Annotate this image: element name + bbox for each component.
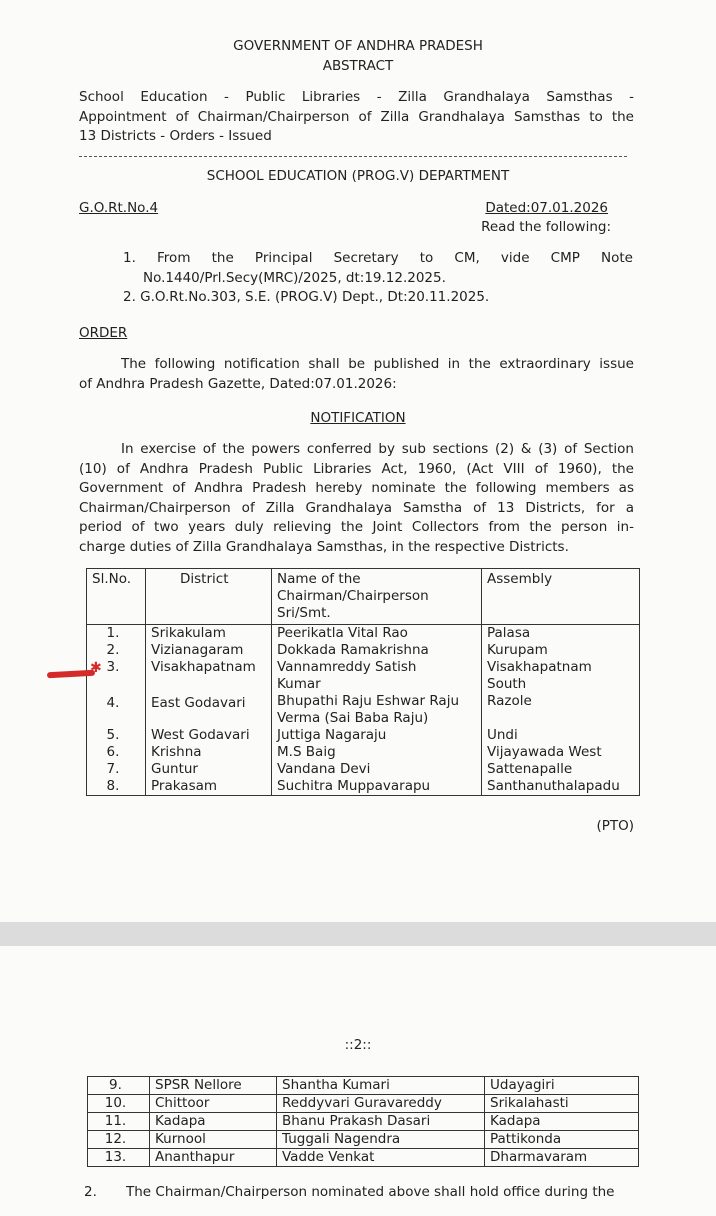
cell-district: Prakasam bbox=[146, 778, 272, 796]
table-row bbox=[87, 744, 640, 761]
table-row bbox=[88, 1149, 639, 1167]
cell-assembly: Dharmavaram bbox=[485, 1149, 639, 1167]
table-row bbox=[88, 1077, 639, 1095]
read-following: Read the following: bbox=[481, 219, 611, 235]
document-page-2 bbox=[0, 946, 716, 1216]
order-line: of Andhra Pradesh Gazette, Dated:07.01.2026: bbox=[79, 375, 397, 392]
notification-line: In exercise of the powers conferred by sub sections (2) & (3) of Section bbox=[121, 441, 634, 457]
cell-name: Suchitra Muppavarapu bbox=[272, 778, 482, 796]
table-row bbox=[88, 1131, 639, 1149]
cell-name-line: Bhupathi Raju Eshwar Raju bbox=[277, 693, 459, 709]
cell-district: Visakhapatnam bbox=[146, 659, 272, 693]
cell-district: Kurnool bbox=[150, 1131, 277, 1149]
subject-line: 13 Districts - Orders - Issued bbox=[79, 128, 272, 144]
nominee-table-continued bbox=[87, 1076, 639, 1167]
cell-slno: 10. bbox=[88, 1095, 150, 1113]
table-row bbox=[87, 625, 640, 643]
order-heading bbox=[79, 324, 127, 344]
cell-district: Kadapa bbox=[150, 1113, 277, 1131]
cell-assembly: Palasa bbox=[482, 625, 640, 643]
cell-district: West Godavari bbox=[146, 727, 272, 744]
cell-slno: 3. bbox=[87, 659, 146, 693]
table-row bbox=[87, 727, 640, 744]
department-heading: SCHOOL EDUCATION (PROG.V) DEPARTMENT bbox=[206, 168, 510, 184]
header-name bbox=[272, 569, 482, 625]
cell-slno: 1. bbox=[87, 625, 146, 643]
go-date bbox=[485, 199, 608, 219]
cell-slno: 4. bbox=[87, 693, 146, 727]
notification-heading bbox=[0, 409, 716, 429]
cell-assembly-line: Visakhapatnam bbox=[487, 659, 592, 675]
go-number-text: G.O.Rt.No.4 bbox=[79, 200, 159, 216]
cell-slno: 11. bbox=[88, 1113, 150, 1131]
cell-name-line: Kumar bbox=[277, 676, 321, 692]
cell-name: Juttiga Nagaraju bbox=[272, 727, 482, 744]
abstract-heading: ABSTRACT bbox=[322, 58, 394, 74]
cell-assembly: Kurupam bbox=[482, 642, 640, 659]
cell-slno: 9. bbox=[88, 1077, 150, 1095]
header-assembly: Assembly bbox=[482, 569, 640, 625]
cell-name-line: Verma (Sai Baba Raju) bbox=[277, 710, 429, 726]
cell-slno: 6. bbox=[87, 744, 146, 761]
cell-assembly: Srikalahasti bbox=[485, 1095, 639, 1113]
cell-district: SPSR Nellore bbox=[150, 1077, 277, 1095]
notification-line: period of two years duly relieving the Joint Collectors from the person in- bbox=[79, 519, 634, 535]
header-name-line: Chairman/Chairperson bbox=[277, 588, 429, 604]
page-number: ::2:: bbox=[344, 1037, 372, 1053]
table-header-row bbox=[87, 569, 640, 625]
notification-line: Chairman/Chairperson of Zilla Grandhalaya Samstha of 13 Districts, for a bbox=[79, 499, 634, 516]
cell-assembly: Sattenapalle bbox=[482, 761, 640, 778]
header-district: District bbox=[146, 569, 272, 625]
cell-assembly: Santhanuthalapadu bbox=[482, 778, 640, 796]
cell-name bbox=[272, 693, 482, 727]
go-number bbox=[79, 199, 158, 219]
cell-name: Reddyvari Guravareddy bbox=[277, 1095, 485, 1113]
separator-line bbox=[79, 156, 627, 157]
cell-assembly-line: South bbox=[487, 676, 527, 692]
header-slno: Sl.No. bbox=[87, 569, 146, 625]
table-row bbox=[88, 1095, 639, 1113]
red-star-mark: ✱ bbox=[90, 660, 102, 676]
cell-name: M.S Baig bbox=[272, 744, 482, 761]
cell-assembly: Razole bbox=[482, 693, 640, 727]
cell-name: Tuggali Nagendra bbox=[277, 1131, 485, 1149]
cell-name: Bhanu Prakash Dasari bbox=[277, 1113, 485, 1131]
notification-line: Government of Andhra Pradesh hereby nominate the following members as bbox=[79, 480, 634, 496]
notification-line: (10) of Andhra Pradesh Public Libraries Act, 1960, (Act VIII of 1960), the bbox=[79, 460, 634, 477]
cell-slno: 5. bbox=[87, 727, 146, 744]
cell-assembly: Vijayawada West bbox=[482, 744, 640, 761]
nominee-table bbox=[86, 568, 640, 796]
table-row bbox=[87, 778, 640, 796]
cell-name: Shantha Kumari bbox=[277, 1077, 485, 1095]
subject-block bbox=[79, 88, 634, 147]
cell-name: Peerikatla Vital Rao bbox=[272, 625, 482, 643]
paragraph-2-text: The Chairman/Chairperson nominated above shall hold office during the bbox=[126, 1184, 615, 1200]
table-row bbox=[87, 693, 640, 727]
reference-item-2: 2. G.O.Rt.No.303, S.E. (PROG.V) Dept., Dt:20.11.2025. bbox=[123, 289, 490, 305]
cell-assembly: Undi bbox=[482, 727, 640, 744]
reference-item-1-line1: 1. From the Principal Secretary to CM, vide CMP Note bbox=[123, 250, 633, 266]
header-name-line: Sri/Smt. bbox=[277, 605, 331, 621]
cell-district: Guntur bbox=[146, 761, 272, 778]
go-date-text: Dated:07.01.2026 bbox=[485, 200, 608, 216]
notification-heading-text: NOTIFICATION bbox=[310, 410, 406, 426]
order-line: The following notification shall be published in the extraordinary issue bbox=[121, 356, 634, 372]
cell-district: Vizianagaram bbox=[146, 642, 272, 659]
cell-slno: 7. bbox=[87, 761, 146, 778]
cell-name: Vadde Venkat bbox=[277, 1149, 485, 1167]
cell-slno: 12. bbox=[88, 1131, 150, 1149]
government-heading: GOVERNMENT OF ANDHRA PRADESH bbox=[233, 38, 483, 54]
cell-name-line: Vannamreddy Satish bbox=[277, 659, 417, 675]
cell-district: East Godavari bbox=[146, 693, 272, 727]
subject-line: Appointment of Chairman/Chairperson of Zilla Grandhalaya Samsthas to the bbox=[79, 108, 634, 125]
cell-district: Krishna bbox=[146, 744, 272, 761]
table-row bbox=[87, 761, 640, 778]
notification-line: charge duties of Zilla Grandhalaya Samsthas, in the respective Districts. bbox=[79, 538, 569, 555]
cell-assembly: Kadapa bbox=[485, 1113, 639, 1131]
header-name-line: Name of the bbox=[277, 571, 361, 587]
cell-slno: 2. bbox=[87, 642, 146, 659]
reference-list bbox=[123, 249, 633, 308]
pto-label: (PTO) bbox=[596, 818, 634, 834]
reference-item-1-line2: No.1440/Prl.Secy(MRC)/2025, dt:19.12.2025. bbox=[143, 269, 446, 286]
paragraph-2-number: 2. bbox=[84, 1184, 97, 1200]
cell-assembly: Pattikonda bbox=[485, 1131, 639, 1149]
cell-district: Chittoor bbox=[150, 1095, 277, 1113]
cell-name: Dokkada Ramakrishna bbox=[272, 642, 482, 659]
cell-district: Ananthapur bbox=[150, 1149, 277, 1167]
cell-name: Vandana Devi bbox=[272, 761, 482, 778]
table-row bbox=[88, 1113, 639, 1131]
table-row bbox=[87, 642, 640, 659]
cell-assembly: Udayagiri bbox=[485, 1077, 639, 1095]
cell-name bbox=[272, 659, 482, 693]
order-heading-text: ORDER bbox=[79, 325, 128, 341]
cell-slno: 13. bbox=[88, 1149, 150, 1167]
cell-district: Srikakulam bbox=[146, 625, 272, 643]
table-row bbox=[87, 659, 640, 693]
order-paragraph bbox=[79, 355, 634, 394]
cell-assembly bbox=[482, 659, 640, 693]
cell-slno: 8. bbox=[87, 778, 146, 796]
notification-paragraph bbox=[79, 440, 634, 557]
subject-line: School Education - Public Libraries - Zilla Grandhalaya Samsthas - bbox=[79, 89, 634, 105]
